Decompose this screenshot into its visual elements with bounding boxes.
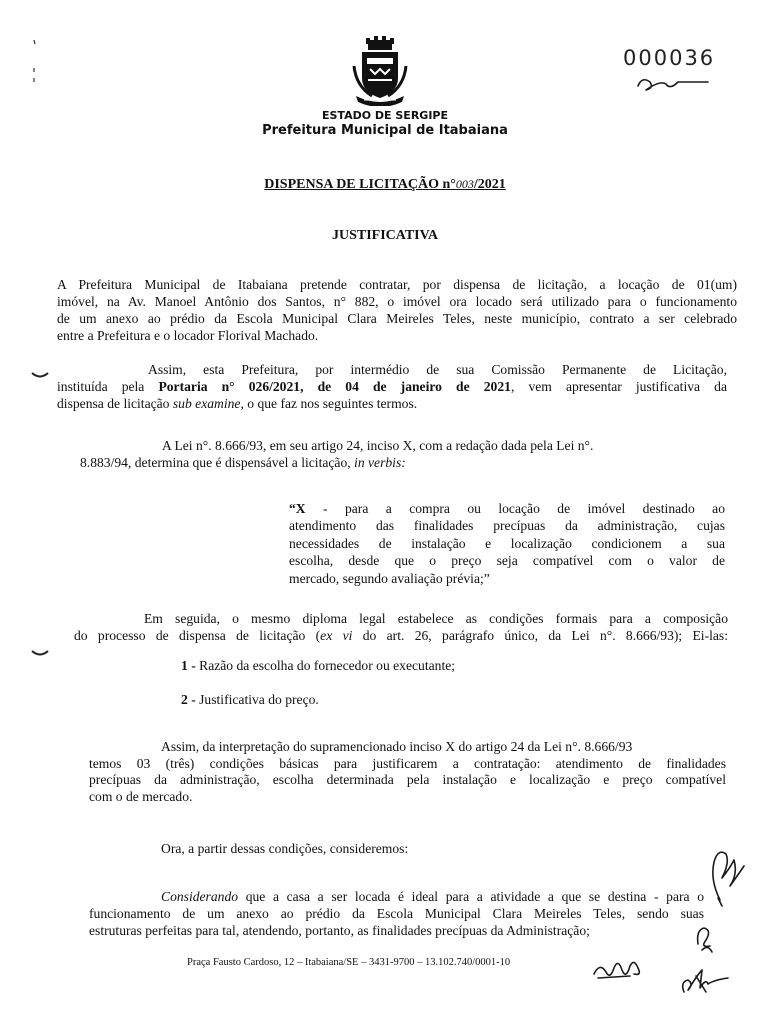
signature-corner bbox=[676, 964, 732, 1000]
latin-term: sub examine bbox=[172, 396, 241, 411]
legal-quote bbox=[289, 500, 725, 587]
p7-text: que a casa a ser locada é ideal para a atividade a que se destina - para o bbox=[238, 889, 704, 904]
paragraph-1-line: de um anexo ao prédio da Escola Municipal Clara Meireles Teles, neste município, contrato a ser celebrado bbox=[57, 311, 737, 326]
paragraph-1-line: imóvel, na Av. Manoel Antônio dos Santos, n° 882, o imóvel ora locado será utilizado para o funcionamento bbox=[57, 294, 737, 309]
paragraph-2 bbox=[57, 361, 727, 412]
list-item-number: 2 - bbox=[181, 692, 196, 707]
document-subtitle: JUSTIFICATIVA bbox=[331, 228, 439, 243]
latin-term: ex vi bbox=[320, 628, 353, 643]
coat-of-arms-icon bbox=[342, 36, 418, 106]
paragraph-7-line: estruturas perfeitas para tal, atendendo, portanto, as finalidades precípuas da Administração; bbox=[89, 923, 590, 938]
paragraph-7-line: funcionamento de um anexo ao prédio da Escola Municipal Clara Meireles Teles, sendo suas bbox=[89, 906, 704, 921]
paragraph-1-line: entre a Prefeitura e o locador Florival Machado. bbox=[57, 328, 319, 343]
paragraph-5-line: precípuas da administração, escolha determinada pela instalação e localização e preço compatível bbox=[89, 772, 726, 787]
paragraph-5-line: Assim, da interpretação do supramencionado inciso X do artigo 24 da Lei n°. 8.666/93 bbox=[161, 739, 633, 754]
paragraph-7 bbox=[89, 888, 704, 939]
paragraph-6: Ora, a partir dessas condições, consideremos: bbox=[161, 841, 409, 856]
list-item-text: Justificativa do preço. bbox=[199, 692, 319, 707]
p3-text: 8.883/94, determina que é dispensável a licitação, bbox=[80, 455, 355, 470]
paragraph-5-line: temos 03 (três) condições básicas para justificarem a contratação: atendimento de finalidades bbox=[89, 755, 726, 771]
portaria-reference: Portaria n° 026/2021, de 04 de janeiro de 2021 bbox=[158, 379, 511, 394]
quote-line: mercado, segundo avaliação prévia;” bbox=[289, 570, 490, 586]
title-year: /2021 bbox=[473, 177, 506, 192]
quote-line: escolha, desde que o preço seja compatível com o valor de bbox=[289, 553, 725, 569]
margin-mark-lower bbox=[30, 648, 50, 660]
title-handwritten-number: 003 bbox=[455, 177, 474, 191]
signature-right-margin bbox=[700, 840, 748, 910]
list-item-number: 1 - bbox=[181, 658, 196, 673]
list-item-text: Razão da escolha do fornecedor ou executante; bbox=[199, 658, 456, 673]
page-number-stamp: 000036 bbox=[623, 46, 716, 70]
paragraph-5-line: com o de mercado. bbox=[89, 788, 193, 804]
signature-initial-right bbox=[690, 922, 720, 956]
header-municipality: Prefeitura Municipal de Itabaiana bbox=[262, 123, 508, 138]
paragraph-4-line bbox=[74, 627, 728, 644]
quote-line: atendimento das finalidades precípuas da administração, cujas bbox=[289, 518, 725, 534]
list-item bbox=[181, 692, 319, 708]
paragraph-3-line bbox=[80, 454, 710, 471]
paragraph-1-line: A Prefeitura Municipal de Itabaiana pretende contratar, por dispensa de licitação, a locação de 01(um) bbox=[57, 277, 737, 292]
paragraph-3 bbox=[80, 437, 710, 471]
considerando-term: Considerando bbox=[161, 889, 239, 904]
quote-line: necessidades de instalação e localização condicionem a sua bbox=[289, 535, 725, 551]
p2-text: , o que faz nos seguintes termos. bbox=[240, 396, 418, 411]
signature-footer bbox=[590, 950, 650, 986]
paragraph-1 bbox=[57, 276, 737, 344]
paragraph-2-line bbox=[57, 378, 727, 395]
p2-text: , vem apresentar justificativa da bbox=[510, 379, 728, 394]
quote-line bbox=[289, 500, 725, 517]
title-prefix: DISPENSA DE LICITAÇÃO n° bbox=[264, 177, 456, 192]
p2-text: instituída pela bbox=[57, 379, 159, 394]
paragraph-3-line: A Lei n°. 8.666/93, em seu artigo 24, inciso X, com a redação dada pela Lei n°. bbox=[162, 438, 594, 453]
list-item bbox=[181, 658, 455, 674]
page-number-initials bbox=[632, 72, 712, 96]
footer-address: Praça Fausto Cardoso, 12 – Itabaiana/SE – 3431-9700 – 13.102.740/0001-10 bbox=[187, 957, 511, 968]
latin-term: in verbis: bbox=[354, 455, 406, 470]
paragraph-2-line: Assim, esta Prefeitura, por intermédio de sua Comissão Permanente de Licitação, bbox=[148, 362, 727, 377]
p4-text: do processo de dispensa de licitação ( bbox=[74, 628, 321, 643]
paragraph-5 bbox=[89, 739, 726, 805]
margin-mark-top bbox=[28, 38, 40, 88]
paragraph-4-line: Em seguida, o mesmo diploma legal estabelece as condições formais para a composição bbox=[144, 611, 728, 626]
document-title bbox=[0, 177, 770, 193]
quote-text: - para a compra ou locação de imóvel destinado ao bbox=[305, 501, 725, 516]
paragraph-7-line bbox=[89, 888, 704, 905]
quote-item-label: “X bbox=[289, 501, 306, 516]
paragraph-2-line bbox=[57, 395, 727, 412]
margin-mark-middle bbox=[30, 370, 50, 382]
header-state: ESTADO DE SERGIPE bbox=[322, 109, 448, 122]
paragraph-4 bbox=[74, 610, 728, 644]
p4-text: do art. 26, parágrafo único, da Lei n°. 8.666/93); Ei-las: bbox=[352, 628, 728, 643]
p2-text: dispensa de licitação bbox=[57, 396, 173, 411]
